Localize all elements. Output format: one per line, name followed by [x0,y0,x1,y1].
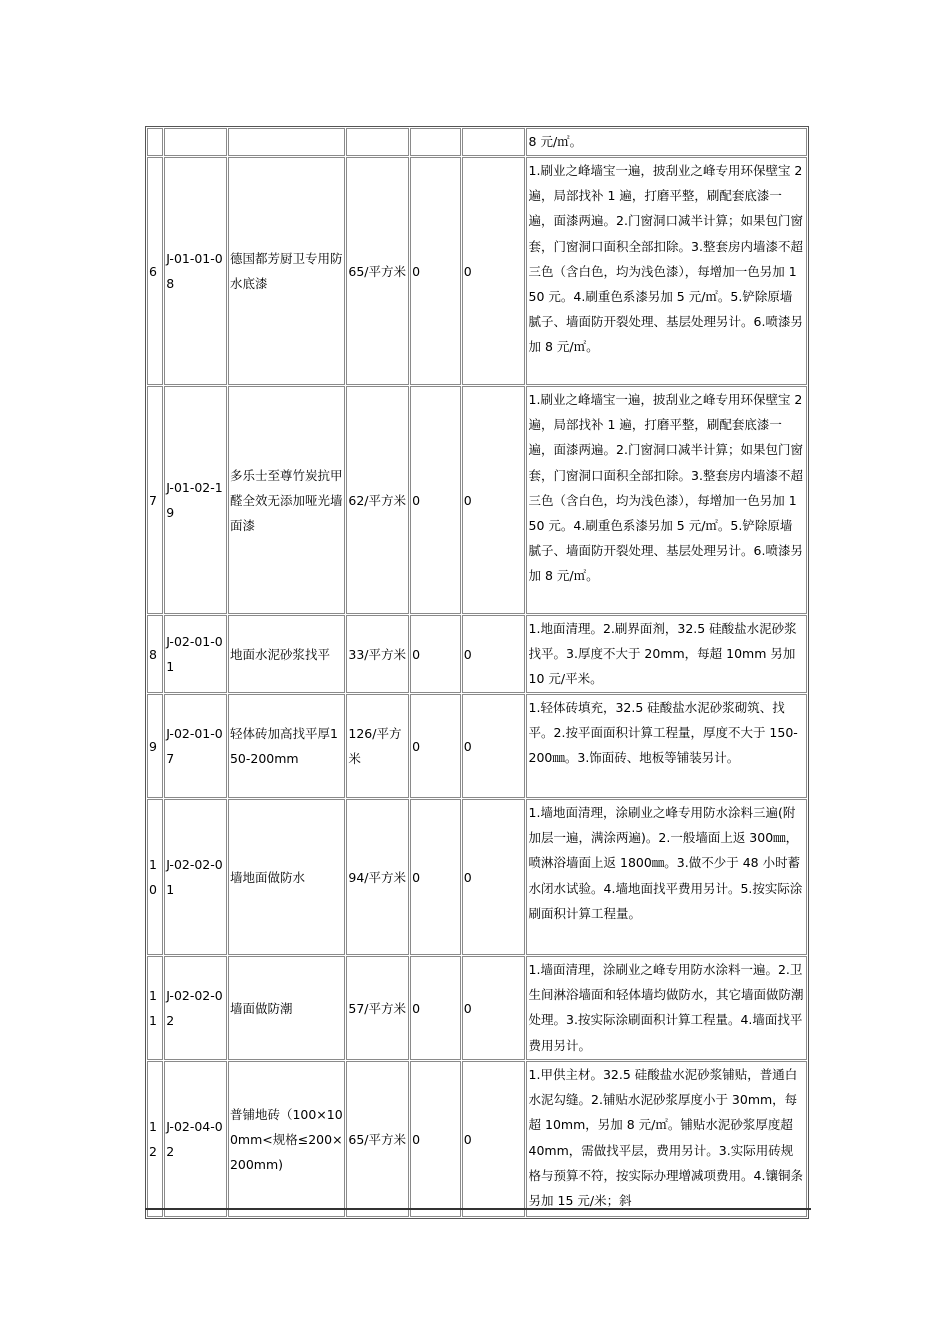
item-number [147,128,163,156]
table-row [147,386,807,614]
amount: 0 [462,694,525,798]
description: 1.轻体砖填充，32.5 硅酸盐水泥砂浆砌筑、找平。2.按平面面积计算工程量，厚度不大于 150-200㎜。3.饰面砖、地板等铺装另计。 [526,694,807,798]
quantity: 0 [410,615,461,693]
description: 1.甲供主材。32.5 硅酸盐水泥砂浆铺贴，普通白水泥勾缝。2.铺贴水泥砂浆厚度小于 30mm，每超 10mm，另加 8 元/㎡。铺贴水泥砂浆厚度超 40mm，需做找平层，费用另计。3.实际用砖规格与预算不符，按实际办理增减项费用。4.镶铜条另加 15 元/米；斜 [526,1061,807,1217]
item-number: 6 [147,157,163,385]
item-code: J-02-02-02 [164,956,227,1060]
amount: 0 [462,386,525,614]
unit-price: 62/平方米 [346,386,409,614]
item-code: J-02-01-01 [164,615,227,693]
unit-price: 94/平方米 [346,799,409,955]
item-name: 普铺地砖（100×100mm<规格≤200×200mm) [228,1061,345,1217]
quantity: 0 [410,157,461,385]
item-name: 多乐士至尊竹炭抗甲醛全效无添加哑光墙面漆 [228,386,345,614]
item-number: 10 [147,799,163,955]
description: 1.地面清理。2.刷界面剂，32.5 硅酸盐水泥砂浆找平。3.厚度不大于 20mm，每超 10mm 另加 10 元/平米。 [526,615,807,693]
amount: 0 [462,1061,525,1217]
quantity [410,128,461,156]
unit-price: 33/平方米 [346,615,409,693]
table-row [147,694,807,798]
table-row [147,615,807,693]
table-row [147,956,807,1060]
amount: 0 [462,799,525,955]
unit-price: 57/平方米 [346,956,409,1060]
item-number: 9 [147,694,163,798]
amount [462,128,525,156]
quantity: 0 [410,1061,461,1217]
item-number: 7 [147,386,163,614]
amount: 0 [462,956,525,1060]
quantity: 0 [410,799,461,955]
amount: 0 [462,157,525,385]
item-code: J-01-01-08 [164,157,227,385]
table-bottom-border [145,1208,811,1210]
item-number: 8 [147,615,163,693]
item-name: 德国都芳厨卫专用防水底漆 [228,157,345,385]
quote-table [145,126,809,1219]
description: 1.刷业之峰墙宝一遍，披刮业之峰专用环保壁宝 2 遍，局部找补 1 遍，打磨平整，刷配套底漆一遍，面漆两遍。2.门窗洞口减半计算；如果包门窗套，门窗洞口面积全部扣除。3.整套房内墙漆不超三色（含白色，均为浅色漆），每增加一色另加 150 元。4.刷重色系漆另加 5 元/㎡。5.铲除原墙腻子、墙面防开裂处理、基层处理另计。6.喷漆另加 8 元/㎡。 [526,386,807,614]
item-name: 轻体砖加高找平厚150-200mm [228,694,345,798]
item-code: J-02-02-01 [164,799,227,955]
item-code: J-02-01-07 [164,694,227,798]
table-row [147,1061,807,1217]
item-code: J-01-02-19 [164,386,227,614]
table-row [147,157,807,385]
quantity: 0 [410,956,461,1060]
item-code: J-02-04-02 [164,1061,227,1217]
item-name: 墙面做防潮 [228,956,345,1060]
unit-price: 126/平方米 [346,694,409,798]
item-name: 墙地面做防水 [228,799,345,955]
item-number: 12 [147,1061,163,1217]
amount: 0 [462,615,525,693]
item-code [164,128,227,156]
quantity: 0 [410,694,461,798]
item-number: 11 [147,956,163,1060]
unit-price: 65/平方米 [346,157,409,385]
description: 1.墙面清理，涂刷业之峰专用防水涂料一遍。2.卫生间淋浴墙面和轻体墙均做防水，其它墙面做防潮处理。3.按实际涂刷面积计算工程量。4.墙面找平费用另计。 [526,956,807,1060]
table-row [147,799,807,955]
description: 1.刷业之峰墙宝一遍，披刮业之峰专用环保壁宝 2 遍，局部找补 1 遍，打磨平整，刷配套底漆一遍，面漆两遍。2.门窗洞口减半计算；如果包门窗套，门窗洞口面积全部扣除。3.整套房内墙漆不超三色（含白色，均为浅色漆），每增加一色另加 150 元。4.刷重色系漆另加 5 元/㎡。5.铲除原墙腻子、墙面防开裂处理、基层处理另计。6.喷漆另加 8 元/㎡。 [526,157,807,385]
table-row [147,128,807,156]
unit-price: 65/平方米 [346,1061,409,1217]
description: 8 元/㎡。 [526,128,807,156]
item-name: 地面水泥砂浆找平 [228,615,345,693]
unit-price [346,128,409,156]
quantity: 0 [410,386,461,614]
description: 1.墙地面清理，涂刷业之峰专用防水涂料三遍(附加层一遍，满涂两遍)。2.一般墙面上返 300㎜，喷淋浴墙面上返 1800㎜。3.做不少于 48 小时蓄水闭水试验。4.墙地面找平费用另计。5.按实际涂刷面积计算工程量。 [526,799,807,955]
item-name [228,128,345,156]
